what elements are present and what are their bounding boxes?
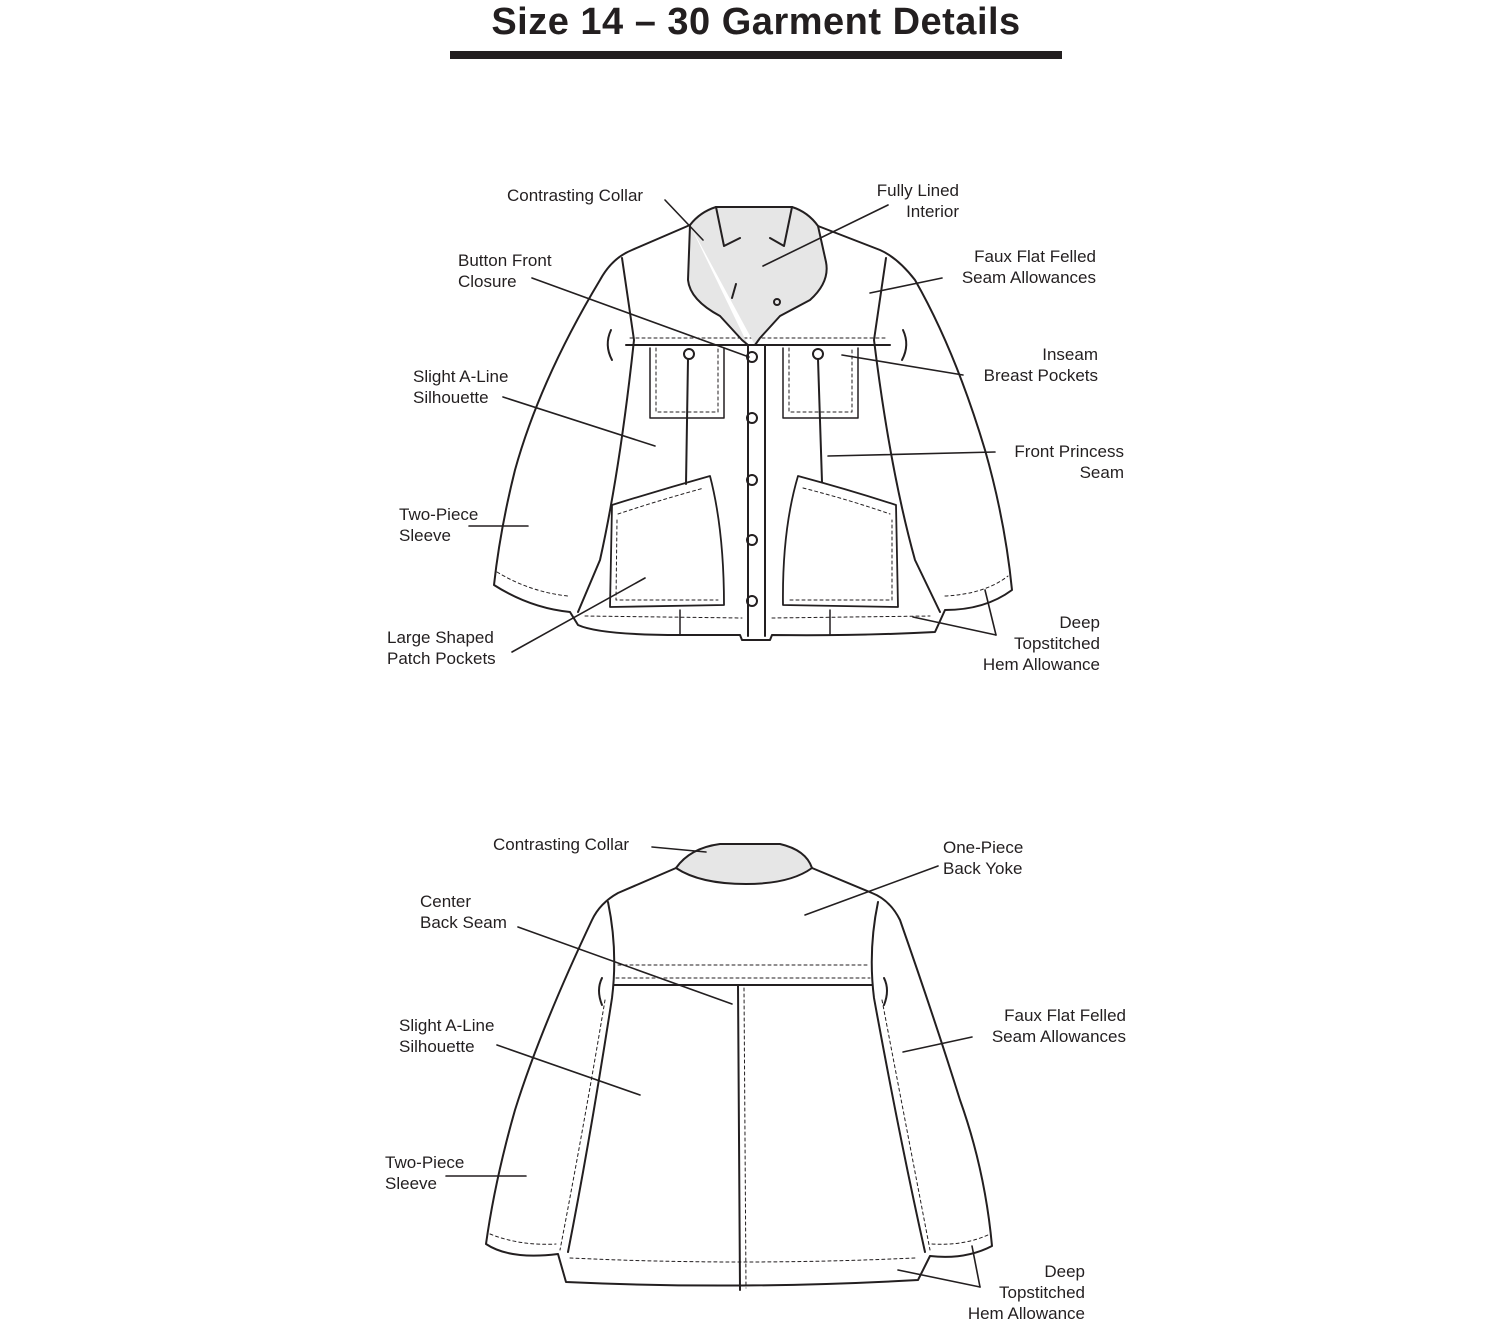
back-label-contrasting-collar: Contrasting Collar xyxy=(493,835,630,854)
back-label-two-piece-sleeve: Two-Piece Sleeve xyxy=(385,1153,465,1193)
back-label-back-yoke: One-Piece Back Yoke xyxy=(943,838,1024,878)
back-leader-lines xyxy=(446,847,980,1287)
front-label-flat-felled: Faux Flat Felled Seam Allowances xyxy=(961,247,1096,287)
front-label-patch-pockets: Large Shaped Patch Pockets xyxy=(387,628,496,668)
front-label-two-piece-sleeve: Two-Piece Sleeve xyxy=(399,505,479,545)
front-label-fully-lined: Fully Lined Interior xyxy=(876,181,959,221)
front-label-a-line: Slight A-Line Silhouette xyxy=(413,367,509,407)
back-label-hem: Deep Topstitched Hem Allowance xyxy=(967,1262,1085,1323)
front-jacket-flat xyxy=(494,207,1012,640)
front-label-inseam-pockets: Inseam Breast Pockets xyxy=(983,345,1098,385)
back-label-center-back-seam: Center Back Seam xyxy=(420,892,507,932)
page-title: Size 14 – 30 Garment Details xyxy=(491,1,1021,43)
front-label-hem: Deep Topstitched Hem Allowance xyxy=(982,613,1100,674)
back-label-a-line: Slight A-Line Silhouette xyxy=(399,1016,495,1056)
back-label-flat-felled: Faux Flat Felled Seam Allowances xyxy=(991,1006,1126,1046)
front-label-contrasting-collar: Contrasting Collar xyxy=(507,186,644,205)
front-label-button-front: Button Front Closure xyxy=(458,251,552,291)
front-label-princess-seam: Front Princess Seam xyxy=(1014,442,1124,482)
